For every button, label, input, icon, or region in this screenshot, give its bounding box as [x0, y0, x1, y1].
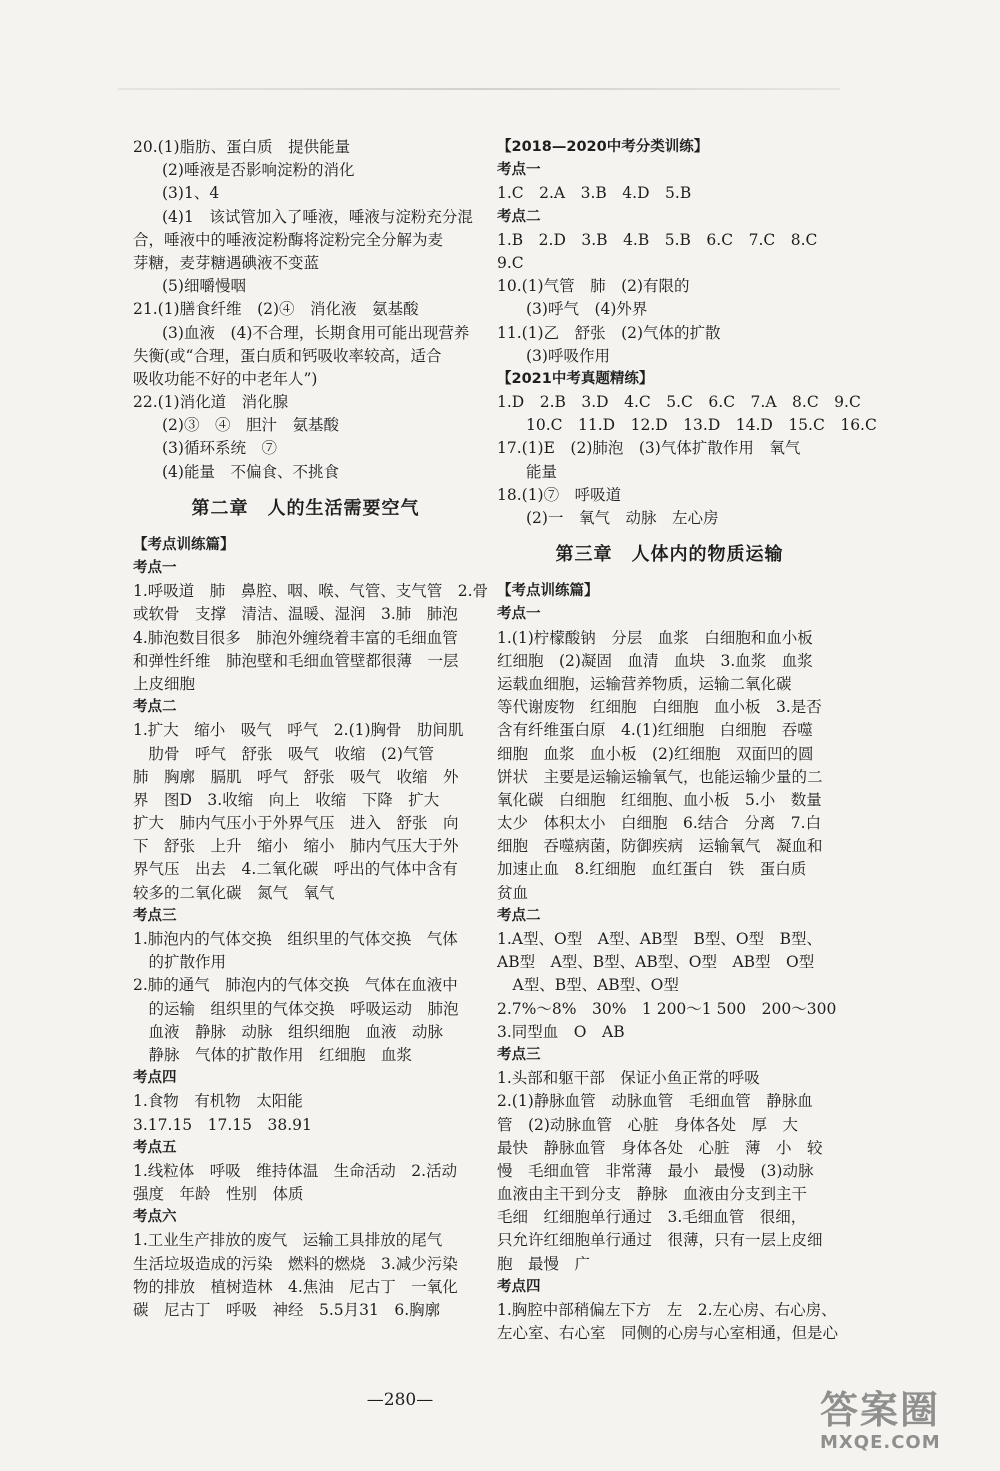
left-answer-line: 1.工业生产排放的废气 运输工具排放的尾气 [133, 1231, 443, 1250]
left-answer-line: 碳 尼古丁 呼吸 神经 5.5月31 6.胸廓 [133, 1301, 441, 1319]
right-section-heading: 【考点训练篇】 [497, 583, 599, 600]
right-answer-line: 最快 静脉血管 身体各处 心脏 薄 小 较 [497, 1138, 823, 1157]
right-answer-line: 18.(1)⑦ 呼吸道 [497, 485, 622, 504]
left-chapter-heading: 第二章 人的生活需要空气 [191, 497, 420, 519]
left-answer-line: 4.肺泡数目很多 肺泡外缠绕着丰富的毛细血管 [133, 628, 458, 647]
left-answer-line: 22.(1)消化道 消化腺 [133, 393, 289, 412]
left-answer-line: 肋骨 呼气 舒张 吸气 收缩 (2)气管 [133, 744, 434, 763]
right-answer-line: 左心室、右心室 同侧的心房与心室相通，但是心 [497, 1324, 839, 1343]
right-section-heading: 考点四 [497, 1278, 541, 1295]
left-answer-line: 较多的二氧化碳 氮气 氧气 [133, 883, 335, 902]
left-section-heading: 考点二 [133, 699, 177, 716]
right-answer-line: 17.(1)E (2)肺泡 (3)气体扩散作用 氧气 [497, 439, 801, 458]
left-answer-line: 芽糖，麦芽糖遇碘液不变蓝 [133, 253, 320, 272]
watermark-url: MXQE.COM [820, 1432, 941, 1453]
left-answer-line: 吸收功能不好的中老年人”) [133, 369, 318, 388]
left-answer-line: 的运输 组织里的气体交换 呼吸运动 肺泡 [133, 999, 459, 1018]
left-answer-line: (5)细嚼慢咽 [162, 277, 246, 296]
right-answer-line: 氧化碳 白细胞 红细胞、血小板 5.小 数量 [497, 790, 822, 809]
right-section-heading: 【2021中考真题精练】 [497, 370, 654, 387]
right-answer-line: AB型 A型、B型、AB型、O型 AB型 O型 [497, 953, 815, 972]
right-section-heading: 考点三 [497, 1046, 541, 1063]
left-answer-line: 下 舒张 上升 缩小 缩小 肺内气压大于外 [133, 837, 459, 856]
left-section-heading: 考点五 [133, 1139, 177, 1156]
right-answer-line: 1.头部和躯干部 保证小鱼正常的呼吸 [497, 1069, 760, 1088]
left-answer-line: 1.扩大 缩小 吸气 呼气 2.(1)胸骨 肋间肌 [133, 721, 464, 740]
right-answer-line: 3.同型血 O AB [497, 1022, 625, 1041]
right-answer-line: 10.C 11.D 12.D 13.D 14.D 15.C 16.C [526, 416, 877, 435]
left-answer-line: 血液 静脉 动脉 组织细胞 血液 动脉 [133, 1022, 444, 1041]
left-answer-line: (2)唾液是否影响淀粉的消化 [162, 161, 355, 180]
left-answer-line: 失衡(或“合理，蛋白质和钙吸收率较高，适合 [133, 346, 442, 365]
right-answer-line: 含有纤维蛋白原 4.(1)红细胞 白细胞 吞噬 [497, 721, 813, 740]
left-section-heading: 【考点训练篇】 [133, 536, 235, 553]
watermark [820, 1388, 980, 1458]
left-answer-line: 肺 胸廓 膈肌 呼气 舒张 吸气 收缩 外 [133, 767, 459, 786]
left-answer-line: 1.呼吸道 肺 鼻腔、咽、喉、气管、支气管 2.骨 [133, 582, 489, 601]
right-answer-line: 1.B 2.D 3.B 4.B 5.B 6.C 7.C 8.C [497, 230, 818, 249]
left-column [133, 136, 489, 1322]
right-answer-line: 只允许红细胞单行通过 很薄，只有一层上皮细 [497, 1231, 823, 1250]
right-answer-line: (3)呼气 (4)外界 [526, 300, 648, 319]
left-answer-line: (4)1 该试管加入了唾液，唾液与淀粉充分混 [162, 207, 473, 226]
left-answer-line: 物的排放 植树造林 4.焦油 尼古丁 一氧化 [133, 1277, 458, 1296]
right-answer-line: 2.7%～8% 30% 1 200～1 500 200～300 [497, 999, 837, 1018]
right-answer-line: 2.(1)静脉血管 动脉血管 毛细血管 静脉血 [497, 1092, 813, 1111]
right-answer-line: 能量 [526, 462, 558, 481]
left-answer-line: 合，唾液中的唾液淀粉酶将淀粉完全分解为麦 [133, 230, 444, 249]
right-answer-line: (3)呼吸作用 [526, 346, 610, 365]
right-answer-line: 1.C 2.A 3.B 4.D 5.B [497, 184, 692, 203]
right-answer-line: 毛细 红细胞单行通过 3.毛细血管 很细， [497, 1208, 807, 1227]
right-answer-line: 细胞 吞噬病菌，防御疾病 运输氧气 凝血和 [497, 837, 823, 856]
left-answer-line: (4)能量 不偏食、不挑食 [162, 462, 339, 481]
left-answer-line: 或软骨 支撑 清洁、温暖、湿润 3.肺 肺泡 [133, 605, 458, 624]
right-answer-line: 细胞 血浆 血小板 (2)红细胞 双面凹的圆 [497, 744, 814, 763]
left-section-heading: 考点四 [133, 1070, 177, 1087]
top-rule [118, 88, 840, 90]
right-answer-line: 慢 毛细血管 非常薄 最小 最慢 (3)动脉 [497, 1161, 814, 1180]
page-number: —280— [366, 1390, 434, 1410]
right-column [497, 136, 877, 1345]
left-answer-line: 的扩散作用 [133, 953, 227, 972]
left-answer-line: 1.线粒体 呼吸 维持体温 生命活动 2.活动 [133, 1161, 458, 1180]
watermark-logo: 答案圈 [820, 1388, 941, 1432]
left-answer-line: 扩大 肺内气压小于外界气压 进入 舒张 向 [133, 814, 459, 833]
left-answer-line: 2.肺的通气 肺泡内的气体交换 气体在血液中 [133, 976, 458, 995]
right-answer-line: (2)一 氧气 动脉 左心房 [526, 509, 719, 527]
right-answer-line: 1.D 2.B 3.D 4.C 5.C 6.C 7.A 8.C 9.C [497, 393, 861, 412]
right-answer-line: A型、B型、AB型、O型 [497, 976, 679, 995]
left-answer-line: 和弹性纤维 肺泡壁和毛细血管壁都很薄 一层 [133, 651, 459, 670]
right-answer-line: 1.(1)柠檬酸钠 分层 血浆 白细胞和血小板 [497, 628, 813, 647]
left-answer-line: 20.(1)脂肪、蛋白质 提供能量 [133, 138, 351, 156]
right-answer-line: 血液由主干到分支 静脉 血液由分支到主干 [497, 1185, 808, 1204]
left-answer-line: 21.(1)膳食纤维 (2)④ 消化液 氨基酸 [133, 300, 419, 319]
right-answer-line: 11.(1)乙 舒张 (2)气体的扩散 [497, 323, 721, 342]
right-answer-line: 1.胸腔中部稍偏左下方 左 2.左心房、右心房、 [497, 1301, 837, 1319]
left-answer-line: (3)1、4 [162, 184, 220, 203]
left-answer-line: 上皮细胞 [133, 674, 196, 693]
right-section-heading: 【2018—2020中考分类训练】 [497, 139, 709, 155]
right-chapter-heading: 第三章 人体内的物质运输 [555, 544, 784, 566]
right-answer-line: 10.(1)气管 肺 (2)有限的 [497, 277, 690, 296]
left-answer-line: 1.食物 有机物 太阳能 [133, 1092, 303, 1111]
left-answer-line: (2)③ ④ 胆汁 氨基酸 [162, 416, 339, 435]
right-section-heading: 考点二 [497, 208, 541, 225]
right-answer-line: 1.A型、O型 A型、AB型 B型、O型 B型、 [497, 930, 822, 948]
left-answer-line: (3)血液 (4)不合理，长期食用可能出现营养 [162, 323, 470, 342]
right-answer-line: 饼状 主要是运输运输氧气，也能运输少量的二 [497, 767, 823, 786]
left-section-heading: 考点六 [133, 1209, 177, 1226]
right-answer-line: 红细胞 (2)凝固 血清 血块 3.血浆 血浆 [497, 651, 813, 670]
right-answer-line: 胞 最慢 广 [497, 1254, 591, 1273]
right-answer-line: 贫血 [497, 883, 529, 902]
right-answer-line: 运载血细胞，运输营养物质，运输二氧化碳 [497, 674, 792, 693]
left-answer-line: 1.肺泡内的气体交换 组织里的气体交换 气体 [133, 930, 458, 948]
right-section-heading: 考点一 [497, 606, 541, 623]
left-section-heading: 考点三 [133, 907, 177, 924]
right-answer-line: 9.C [497, 253, 524, 272]
left-answer-line: (3)循环系统 ⑦ [162, 439, 277, 458]
left-answer-line: 生活垃圾造成的污染 燃料的燃烧 3.减少污染 [133, 1254, 458, 1273]
left-answer-line: 强度 年龄 性别 体质 [133, 1185, 304, 1204]
right-section-heading: 考点一 [497, 162, 541, 179]
left-answer-line: 静脉 气体的扩散作用 红细胞 血浆 [133, 1045, 413, 1064]
left-answer-line: 界气压 出去 4.二氧化碳 呼出的气体中含有 [133, 860, 458, 879]
right-answer-line: 加速止血 8.红细胞 血红蛋白 铁 蛋白质 [497, 860, 807, 879]
left-section-heading: 考点一 [133, 560, 177, 576]
right-answer-line: 太少 体积太小 白细胞 6.结合 分离 7.白 [497, 814, 822, 833]
right-answer-line: 管 (2)动脉血管 心脏 身体各处 厚 大 [497, 1115, 798, 1134]
left-answer-line: 3.17.15 17.15 38.91 [133, 1115, 312, 1134]
right-section-heading: 考点二 [497, 907, 541, 924]
right-answer-line: 等代谢废物 红细胞 白细胞 血小板 3.是否 [497, 698, 822, 717]
left-answer-line: 界 图D 3.收缩 向上 收缩 下降 扩大 [133, 790, 440, 809]
